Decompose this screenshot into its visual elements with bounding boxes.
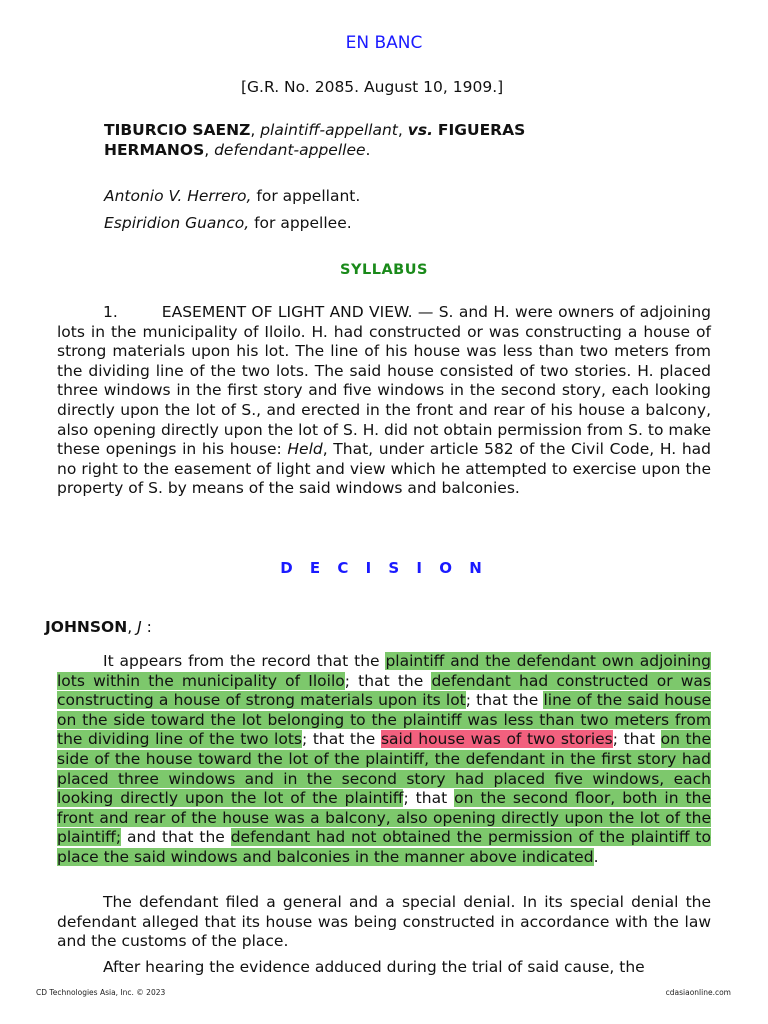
text-run: ; that [403,789,455,808]
defendant-name-part2: HERMANOS [104,140,205,159]
text-run: ; that [612,730,661,749]
text-run: ; that the [344,671,432,690]
counsel-role: for appellant. [251,187,361,205]
decision-paragraph-3 [57,958,711,978]
footer-copyright: CD Technologies Asia, Inc. © 2023 [36,988,166,997]
defendant-role: defendant-appellee [214,140,366,159]
highlight-red: said house was of two stories [380,730,613,749]
ponente: JOHNSON, J : [45,618,152,636]
highlight-green: on the second floor, both in the front and rear of the house was a balcony, also opening directly upon the lot of the plaintiff; [57,789,711,847]
counsel-appellee [104,214,352,232]
decision-paragraph-1 [57,652,711,868]
syllabus-heading: SYLLABUS [340,262,428,278]
syllabus-item-number: 1. [103,303,118,321]
counsel-role: for appellee. [249,214,352,232]
highlight-green: on the side of the house toward the lot of the plaintiff, the defendant in the first story had placed three windows and in the second story had placed five windows, each looking directly upon the lot of the plaintiff [57,730,711,808]
plaintiff-role: plaintiff-appellant [260,121,398,139]
ponente-title: J [137,618,142,636]
case-number: [G.R. No. 2085. August 10, 1909.] [241,78,504,96]
footer-website: cdasiaonline.com [665,988,731,997]
syllabus-text: EASEMENT OF LIGHT AND VIEW. — S. and H. were owners of adjoining lots in the municipality of Iloilo. H. had constructed or was constructing a house of strong materials upon his lot. The line of his house was less than two meters from the dividing line of the two lots. The said house consisted of two stories. H. placed three windows in the first story and five windows in the second story, each looking directly upon the lot of S., and erected in the front and rear of his house a balcony, also opening directly upon the lot of S. H. did not obtain permission from S. to make these openings in his house: [57,303,711,459]
case-parties: TIBURCIO SAENZ, plaintiff-appellant, vs. FIGUERAS HERMANOS, defendant-appellee. [104,121,526,159]
plaintiff-name: TIBURCIO SAENZ [104,121,251,139]
paragraph-text: After hearing the evidence adduced during the trial of said cause, the [103,958,645,976]
counsel-name: Espiridion Guanco, [104,214,250,232]
highlight-green: defendant had constructed or was constructing a house of strong materials upon its lot [57,671,711,710]
highlight-green: plaintiff and the defendant own adjoining lots within the municipality of Iloilo [57,652,711,690]
text-run: ; that the [465,691,544,710]
held-label: Held [287,440,323,459]
highlight-green: defendant had not obtained the permission of the plaintiff to place the said windows and balconies in the manner above indicated [57,828,711,866]
syllabus-text-cont: , That, under article 582 of the Civil Code, H. had no right to the easement of light and view which he attempted to exercise upon the property of S. by means of the said windows and balconies. [57,440,711,498]
court-division-heading: EN BANC [345,33,423,53]
text-run: and that the [121,828,231,847]
counsel-appellant [104,187,360,205]
text-run: ; that the [302,730,381,749]
ponente-colon: : [141,618,152,636]
defendant-name-part1: FIGUERAS [437,121,526,139]
text-run: It appears from the record that the [103,652,386,670]
syllabus-paragraph [57,303,711,499]
highlight-green: line of the said house on the side toward the lot belonging to the plaintiff was less than two meters from the dividing line of the two lots [57,691,711,749]
decision-paragraph-2 [57,893,711,952]
paragraph-text: The defendant filed a general and a special denial. In its special denial the defendant alleged that its house was being constructed in accordance with the law and the customs of the place. [57,893,711,951]
counsel-name: Antonio V. Herrero, [104,187,252,205]
versus-label: vs. [407,121,433,139]
decision-heading: D E C I S I O N [280,559,488,577]
text-run: . [593,847,599,866]
ponente-name: JOHNSON [45,618,128,636]
